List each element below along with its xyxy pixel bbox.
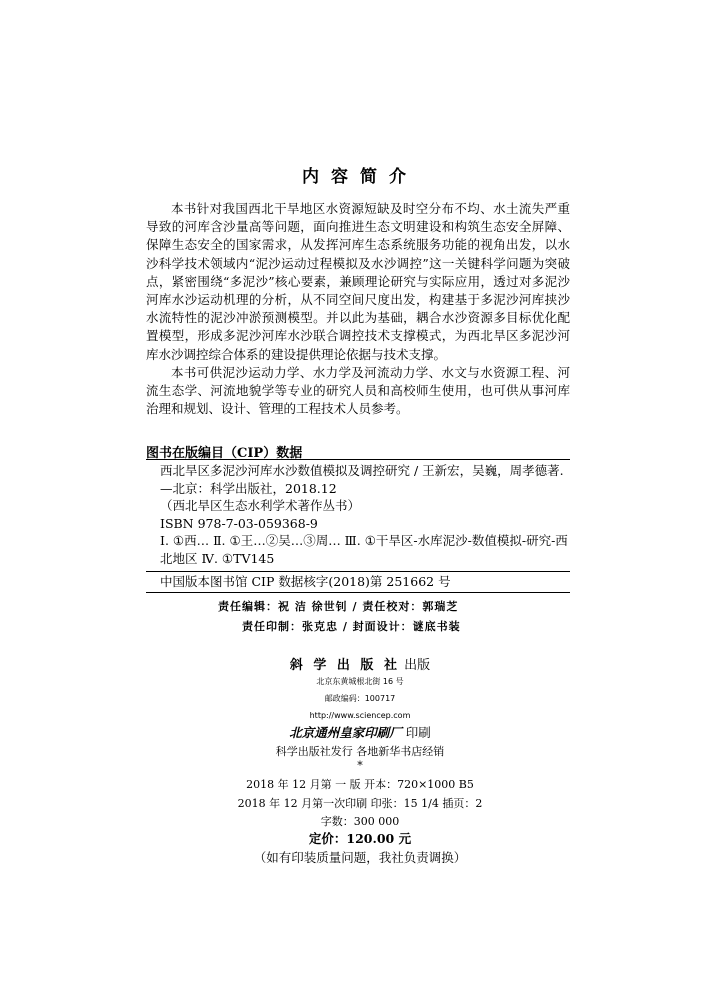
summary-body (146, 200, 570, 418)
cip-line: 西北旱区多泥沙河库水沙数值模拟及调控研究 / 王新宏，吴巍，周孝德著. —北京：科学出版社，2018.12 (160, 463, 564, 496)
credits-line-1: 责任编辑：祝 洁 徐世钊 / 责任校对：郭瑞芝 (218, 600, 459, 613)
printer-name: 北京通州皇家印刷厂 (289, 725, 402, 740)
distribution-line: 科学出版社发行 各地新华书店经销 (275, 745, 445, 758)
publisher-url: http://www.sciencep.com (309, 711, 411, 720)
edition-line-2: 2018 年 12 月第一次印刷 印张：15 1/4 插页：2 (237, 797, 483, 810)
publisher-suffix: 出版 (404, 658, 431, 673)
publisher-address: 北京东黄城根北街 16 号 (316, 677, 404, 686)
cip-bottom-rule (146, 592, 570, 593)
separator-star: * (357, 759, 363, 772)
quality-notice: （如有印装质量问题，我社负责调换） (253, 850, 467, 865)
printer-suffix: 印刷 (405, 725, 431, 740)
cip-footer: 中国版本图书馆 CIP 数据核字(2018)第 251662 号 (160, 574, 451, 589)
cip-top-rule (146, 459, 570, 460)
price-value: 120.00 元 (346, 831, 412, 846)
word-count: 字数：300 000 (320, 815, 400, 828)
summary-paragraph: 本书针对我国西北干旱地区水资源短缺及时空分布不均、水土流失严重导致的河库含沙量高等问题，面向推进生态文明建设和构筑生态安全屏障、保障生态安全的国家需求，从发挥河库生态系统服务功能的视角出发，以水沙科学技术领域内“泥沙运动过程模拟及水沙调控”这一关键科学问题为突破点，紧密围绕“多泥沙”核心要素，兼顾理论研究与实际应用，透过对多泥沙河库水沙运动机理的分析，从不同空间尺度出发，构建基于多泥沙河库挟沙水流特性的泥沙冲淤预测模型。并以此为基础，耦合水沙资源多目标优化配置模型，形成多泥沙河库水沙联合调控技术支撑模式，为西北旱区多泥沙河库水沙调控综合体系的建设提供理论依据与技术支撑。 (146, 201, 570, 362)
printer-line (0, 723, 720, 741)
edition-line-1: 2018 年 12 月第 一 版 开本：720×1000 B5 (246, 778, 474, 791)
cip-body (160, 462, 570, 567)
cip-line: Ⅰ. ①西… Ⅱ. ①王…②吴…③周… Ⅲ. ①干旱区-水库泥沙-数值模拟-研究-西北地区 Ⅳ. ①TV145 (160, 533, 568, 566)
cip-line: ISBN 978-7-03-059368-9 (160, 515, 318, 531)
price-label: 定价： (308, 831, 347, 846)
publisher-line (0, 654, 720, 673)
credits-line-2: 责任印制：张克忠 / 封面设计：谜底书装 (242, 620, 461, 633)
cip-heading: 图书在版编目（CIP）数据 (146, 446, 303, 461)
cip-line: （西北旱区生态水利学术著作丛书） (160, 498, 361, 513)
publisher-postcode: 邮政编码：100717 (324, 694, 396, 703)
price-line (0, 829, 720, 847)
summary-paragraph: 本书可供泥沙运动力学、水力学及河流动力学、水文与水资源工程、河流生态学、河流地貌学等专业的研究人员和高校师生使用，也可供从事河库治理和规划、设计、管理的工程技术人员参考。 (146, 364, 570, 417)
summary-title: 内容简介 (302, 167, 418, 187)
publisher-name: 斜 学 出 版 社 (289, 658, 400, 673)
